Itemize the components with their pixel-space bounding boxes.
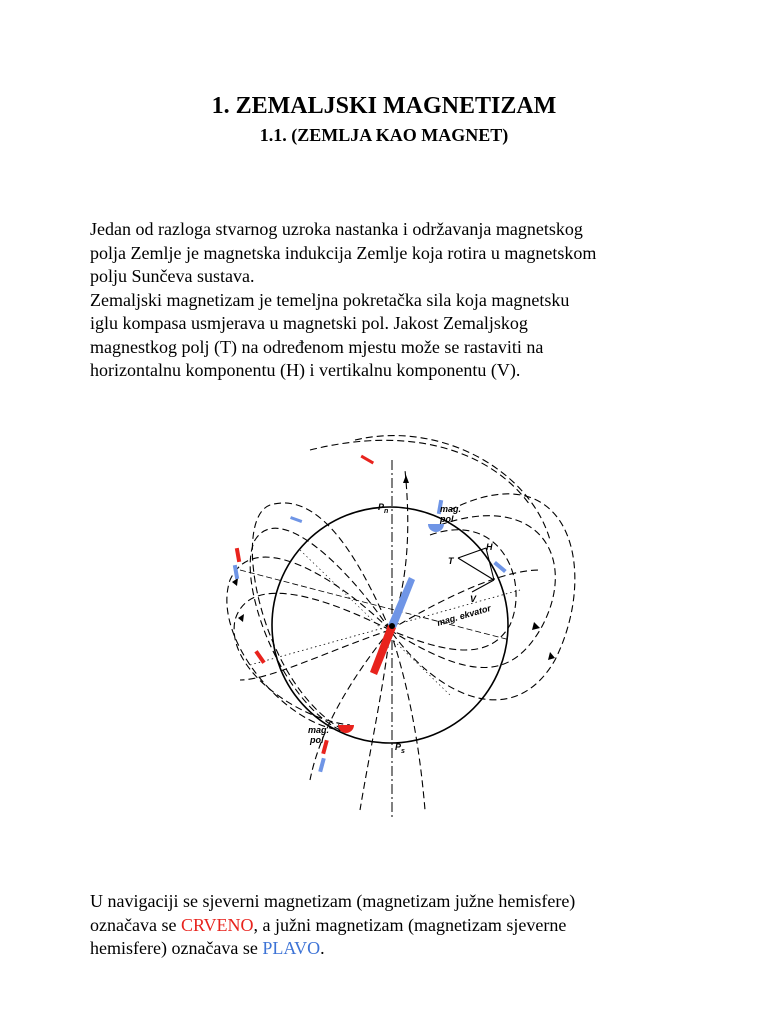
closing-text: označava se [90,914,181,935]
label-T: T [448,556,454,566]
needle-marker [318,758,325,773]
intro-line: horizontalnu komponentu (H) i vertikalnu komponentu (V). [90,360,521,380]
arrowhead [232,578,238,586]
closing-paragraph [90,890,690,961]
intro-line: polja Zemlje je magnetska indukcija Zemlje koja rotira u magnetskom [90,242,597,263]
field-axis-line [240,570,510,640]
intro-line: polju Sunčeva sustava. [90,266,255,286]
pole-south-label: $P_s$ [395,742,405,755]
mag-pol-bottom-label-1: mag. [308,725,330,735]
page-subtitle: 1.1. (ZEMLJA KAO MAGNET) [259,125,509,145]
closing-text: , a južni magnetizam (magnetizam sjeverne [253,914,567,935]
earth-magnetic-field-diagram [210,430,590,820]
field-line [310,440,530,505]
intro-line: iglu kompasa usmjerava u magnetski pol. Jakost Zemaljskog [90,313,528,333]
label-V: V [470,594,477,604]
closing-line-1: U navigaciji se sjeverni magnetizam (magnetizam južne hemisfere) [90,891,576,911]
pole-north-label: $P_n$ [378,502,389,515]
arrowhead [532,622,540,630]
closing-text: hemisfere) označava se [90,938,263,958]
mag-pol-top-label-1: mag. [440,504,462,514]
field-line [360,630,390,810]
arrowhead [403,475,409,483]
arrowhead [238,614,244,622]
field-line [390,630,425,810]
label-H: H [486,542,493,552]
equator-label: mag. ekvator [435,603,492,628]
force-components [458,548,494,592]
intro-paragraph [90,218,690,383]
red-keyword: CRVENO [180,914,254,935]
blue-keyword: PLAVO [262,938,321,958]
component-H [458,548,486,558]
needle-pivot [389,623,395,629]
field-line [240,630,390,680]
closing-line-2 [90,914,690,938]
needle-marker [235,548,241,562]
intro-line: Zemaljski magnetizam je temeljna pokretačka sila koja magnetsku [90,289,570,310]
mag-pol-top-label-2: pol [440,514,454,524]
intro-line: magnestkog polj (T) na određenom mjestu može se rastaviti na [90,336,544,357]
field-line [250,528,390,730]
component-V-base [472,580,494,592]
intro-line: Jedan od razloga stvarnog uzroka nastanka i održavanja magnetskog [90,219,583,239]
closing-text: . [320,938,325,958]
mag-pol-bottom-label-2: pol [310,735,324,745]
page-title: 1. ZEMALJSKI MAGNETIZAM [211,93,557,119]
needle-marker [360,455,374,465]
field-line [390,494,575,700]
closing-line-3 [90,937,690,961]
needle-marker [290,516,302,523]
north-mag-pole-marker [428,524,444,532]
arrowhead [548,652,555,660]
